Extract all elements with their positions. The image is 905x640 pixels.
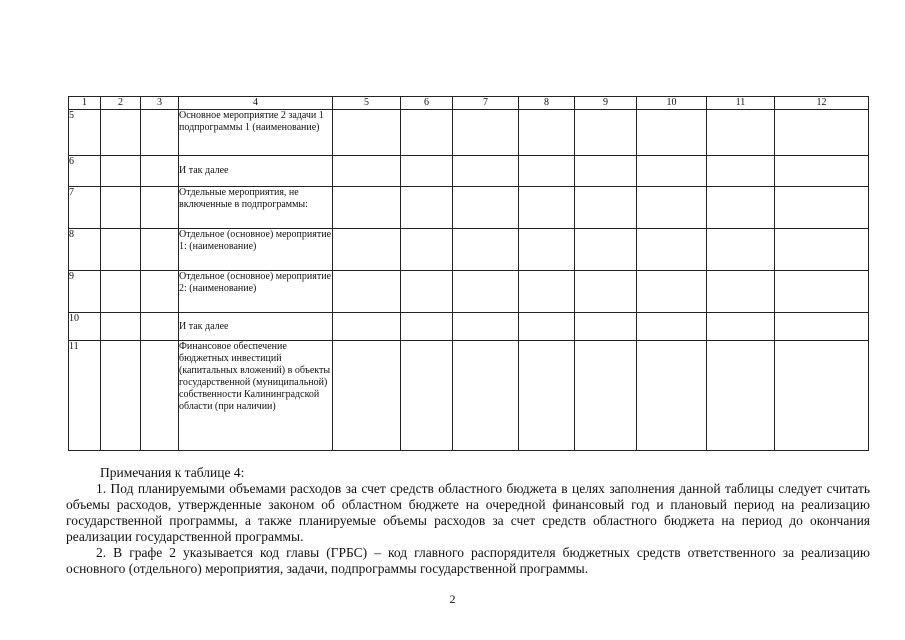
row-name: Отдельное (основное) мероприятие 1: (наименование) [179, 229, 333, 271]
table-cell [401, 187, 453, 229]
table-cell [453, 341, 519, 451]
table-cell [401, 110, 453, 156]
table-cell [401, 229, 453, 271]
table-cell [707, 271, 775, 313]
row-number: 6 [69, 156, 101, 187]
table-cell [575, 187, 637, 229]
table-cell [453, 187, 519, 229]
row-name: Основное мероприятие 2 задачи 1 подпрограммы 1 (наименование) [179, 110, 333, 156]
column-header: 11 [707, 97, 775, 110]
row-name: Финансовое обеспечение бюджетных инвестиций (капитальных вложений) в объекты государственной (муниципальной) собственности Калининградской области (при наличии) [179, 341, 333, 451]
table-cell [101, 156, 141, 187]
table-cell [575, 229, 637, 271]
table-cell [453, 271, 519, 313]
table-cell [401, 313, 453, 341]
table-cell [453, 110, 519, 156]
column-header: 1 [69, 97, 101, 110]
table-cell [775, 229, 869, 271]
column-header: 6 [401, 97, 453, 110]
table-row [69, 313, 869, 341]
table-cell [775, 156, 869, 187]
table-cell [575, 271, 637, 313]
column-header: 9 [575, 97, 637, 110]
table-cell [637, 156, 707, 187]
table-cell [101, 187, 141, 229]
table-cell [575, 156, 637, 187]
table-row [69, 156, 869, 187]
table-cell [775, 313, 869, 341]
row-number: 9 [69, 271, 101, 313]
table-cell [519, 110, 575, 156]
notes-heading: Примечания к таблице 4: [100, 465, 245, 480]
table-cell [519, 229, 575, 271]
table-cell [707, 229, 775, 271]
table-cell [637, 313, 707, 341]
row-number: 7 [69, 187, 101, 229]
table-notes [66, 465, 870, 577]
column-header: 2 [101, 97, 141, 110]
table-cell [141, 156, 179, 187]
table-cell [575, 110, 637, 156]
row-name: Отдельное (основное) мероприятие 2: (наименование) [179, 271, 333, 313]
table-cell [333, 341, 401, 451]
column-header: 8 [519, 97, 575, 110]
table-cell [101, 229, 141, 271]
table-row [69, 341, 869, 451]
row-name: Отдельные мероприятия, не включенные в подпрограммы: [179, 187, 333, 229]
row-number: 11 [69, 341, 101, 451]
table-cell [333, 313, 401, 341]
row-name: И так далее [179, 313, 333, 341]
table-cell [775, 110, 869, 156]
table-cell [707, 313, 775, 341]
column-header: 5 [333, 97, 401, 110]
table-cell [575, 341, 637, 451]
table-cell [141, 229, 179, 271]
table-cell [637, 271, 707, 313]
table-cell [519, 271, 575, 313]
table-cell [637, 110, 707, 156]
table-cell [453, 229, 519, 271]
row-number: 10 [69, 313, 101, 341]
table-cell [141, 313, 179, 341]
table-cell [637, 187, 707, 229]
table-cell [707, 110, 775, 156]
table-cell [775, 271, 869, 313]
table-cell [707, 156, 775, 187]
table-cell [401, 341, 453, 451]
table-row [69, 271, 869, 313]
row-number: 5 [69, 110, 101, 156]
column-header: 12 [775, 97, 869, 110]
table-cell [575, 313, 637, 341]
table-cell [333, 229, 401, 271]
table-cell [141, 271, 179, 313]
table-cell [637, 341, 707, 451]
column-header: 4 [179, 97, 333, 110]
table-cell [141, 187, 179, 229]
row-name: И так далее [179, 156, 333, 187]
table-cell [333, 110, 401, 156]
table-cell [519, 313, 575, 341]
table-cell [637, 229, 707, 271]
table-header-row [69, 97, 869, 110]
table-row [69, 229, 869, 271]
table-cell [101, 271, 141, 313]
page-number: 2 [449, 592, 456, 606]
table-cell [707, 187, 775, 229]
table-row [69, 187, 869, 229]
table-cell [333, 156, 401, 187]
table-cell [519, 187, 575, 229]
table-cell [401, 271, 453, 313]
budget-table [68, 96, 869, 451]
table-cell [101, 110, 141, 156]
table-cell [101, 341, 141, 451]
column-header: 7 [453, 97, 519, 110]
column-header: 10 [637, 97, 707, 110]
table-cell [401, 156, 453, 187]
table-cell [333, 271, 401, 313]
table-cell [141, 341, 179, 451]
table-cell [141, 110, 179, 156]
table-cell [101, 313, 141, 341]
note-item: 1. Под планируемыми объемами расходов за счет средств областного бюджета в целях заполнения данной таблицы следует считать объемы расходов, утвержденные законом об областном бюджете на очередной финансовый год и плановый период на реализацию государственной программы, а также планируемые объемы расходов за счет средств областного бюджета на период до окончания реализации государственной программы. [66, 481, 870, 544]
table-cell [333, 187, 401, 229]
table-cell [707, 341, 775, 451]
table-row [69, 110, 869, 156]
note-item: 2. В графе 2 указывается код главы (ГРБС) – код главного распорядителя бюджетных средств ответственного за реализацию основного (отдельного) мероприятия, задачи, подпрограммы государственной программы. [66, 545, 870, 576]
table-cell [519, 341, 575, 451]
table-cell [519, 156, 575, 187]
table-cell [775, 187, 869, 229]
table-cell [453, 313, 519, 341]
column-header: 3 [141, 97, 179, 110]
row-number: 8 [69, 229, 101, 271]
table-cell [453, 156, 519, 187]
table-cell [775, 341, 869, 451]
